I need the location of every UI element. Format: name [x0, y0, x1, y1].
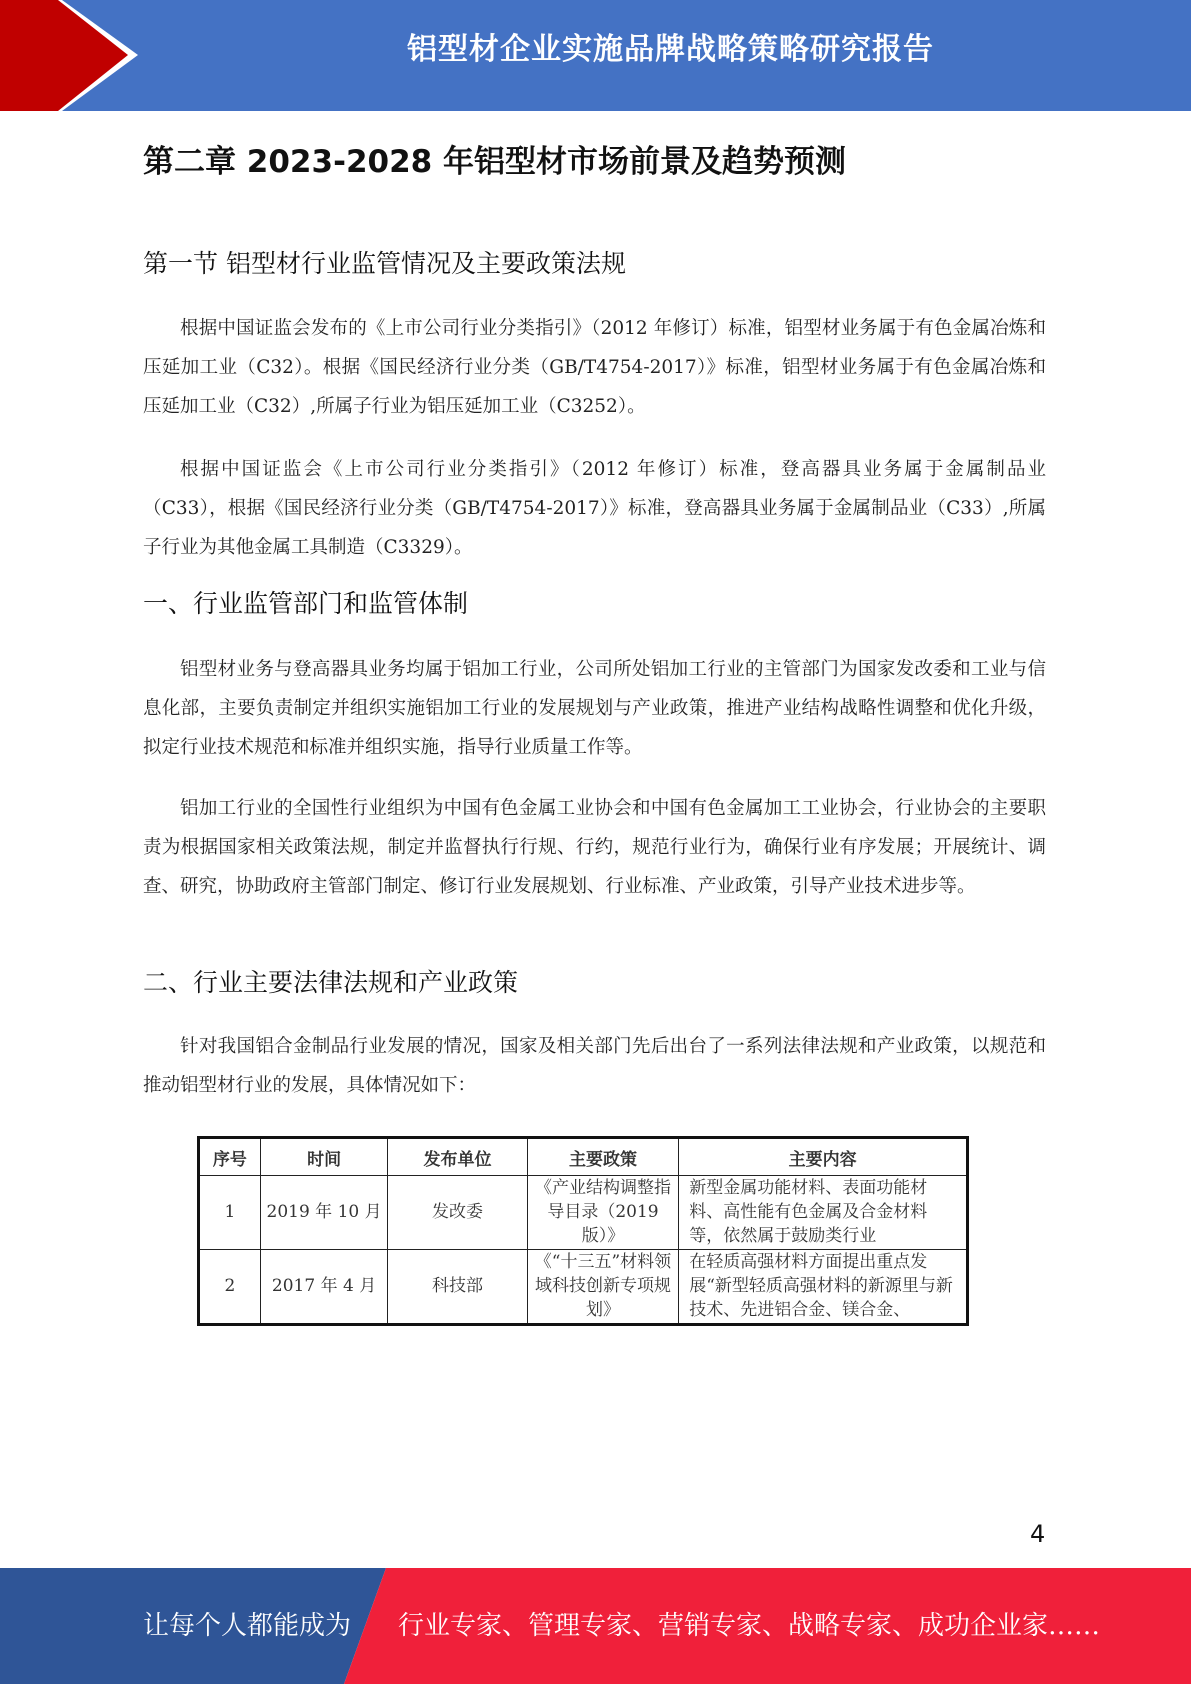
- header-content: 主要内容: [679, 1138, 968, 1176]
- footer-slogan-left: 让每个人都能成为: [143, 1611, 352, 1641]
- footer-slogan-right: 行业专家、管理专家、营销专家、战略专家、成功企业家……: [398, 1611, 1101, 1641]
- cell-date: 2019 年 10 月: [260, 1176, 388, 1250]
- chapter-title: 第二章 2023-2028 年铝型材市场前景及趋势预测: [143, 144, 847, 180]
- page-number: 4: [1030, 1520, 1046, 1548]
- paragraph-4: 铝加工行业的全国性行业组织为中国有色金属工业协会和中国有色金属加工工业协会，行业协会的主要职责为根据国家相关政策法规，制定并监督执行行规、行约，规范行业行为，确保行业有序发展；开展统计、调查、研究，协助政府主管部门制定、修订行业发展规划、行业标准、产业政策，引导产业技术进步等。: [143, 798, 1046, 897]
- report-title: 铝型材企业实施品牌战略策略研究报告: [407, 32, 934, 67]
- cell-date: 2017 年 4 月: [260, 1249, 388, 1324]
- header-date: 时间: [260, 1138, 388, 1176]
- subsection-title-1: 一、行业监管部门和监管体制: [143, 589, 469, 618]
- paragraph-5: 针对我国铝合金制品行业发展的情况，国家及相关部门先后出台了一系列法律法规和产业政策，以规范和推动铝型材行业的发展，具体情况如下：: [143, 1036, 1046, 1096]
- table-header-row: [199, 1138, 968, 1176]
- header-no: 序号: [199, 1138, 261, 1176]
- paragraph-3: 铝型材业务与登高器具业务均属于铝加工行业，公司所处铝加工行业的主管部门为国家发改委和工业与信息化部，主要负责制定并组织实施铝加工行业的发展规划与产业政策，推进产业结构战略性调整和优化升级，拟定行业技术规范和标准并组织实施，指导行业质量工作等。: [143, 659, 1046, 758]
- paragraph-1: 根据中国证监会发布的《上市公司行业分类指引》（2012 年修订）标准，铝型材业务属于有色金属冶炼和压延加工业（C32）。根据《国民经济行业分类（GB/T4754-2017）》标准，铝型材业务属于有色金属冶炼和压延加工业（C32）,所属子行业为铝压延加工业（C3252）。: [143, 318, 1046, 417]
- cell-issuer: 发改委: [388, 1176, 527, 1250]
- cell-content: 在轻质高强材料方面提出重点发展“新型轻质高强材料的新源里与新技术、先进铝合金、镁合金、: [679, 1249, 968, 1324]
- page-header: [0, 0, 1191, 111]
- paragraph-2: 根据中国证监会《上市公司行业分类指引》（2012 年修订）标准，登高器具业务属于金属制品业（C33），根据《国民经济行业分类（GB/T4754-2017）》标准，登高器具业务属于金属制品业（C33）,所属子行业为其他金属工具制造（C3329）。: [143, 459, 1046, 558]
- section-title: 第一节 铝型材行业监管情况及主要政策法规: [143, 249, 626, 278]
- header-issuer: 发布单位: [388, 1138, 527, 1176]
- page-footer: [0, 1568, 1191, 1684]
- table-row: [199, 1176, 968, 1250]
- cell-content: 新型金属功能材料、表面功能材料、高性能有色金属及合金材料等，依然属于鼓励类行业: [679, 1176, 968, 1250]
- cell-policy: 《产业结构调整指导目录（2019 版）》: [527, 1176, 679, 1250]
- policy-table: [197, 1136, 969, 1326]
- cell-policy: 《“十三五”材料领域科技创新专项规划》: [527, 1249, 679, 1324]
- subsection-title-2: 二、行业主要法律法规和产业政策: [143, 968, 519, 997]
- header-policy: 主要政策: [527, 1138, 679, 1176]
- cell-issuer: 科技部: [388, 1249, 527, 1324]
- cell-no: 2: [199, 1249, 261, 1324]
- cell-no: 1: [199, 1176, 261, 1250]
- table-row: [199, 1249, 968, 1324]
